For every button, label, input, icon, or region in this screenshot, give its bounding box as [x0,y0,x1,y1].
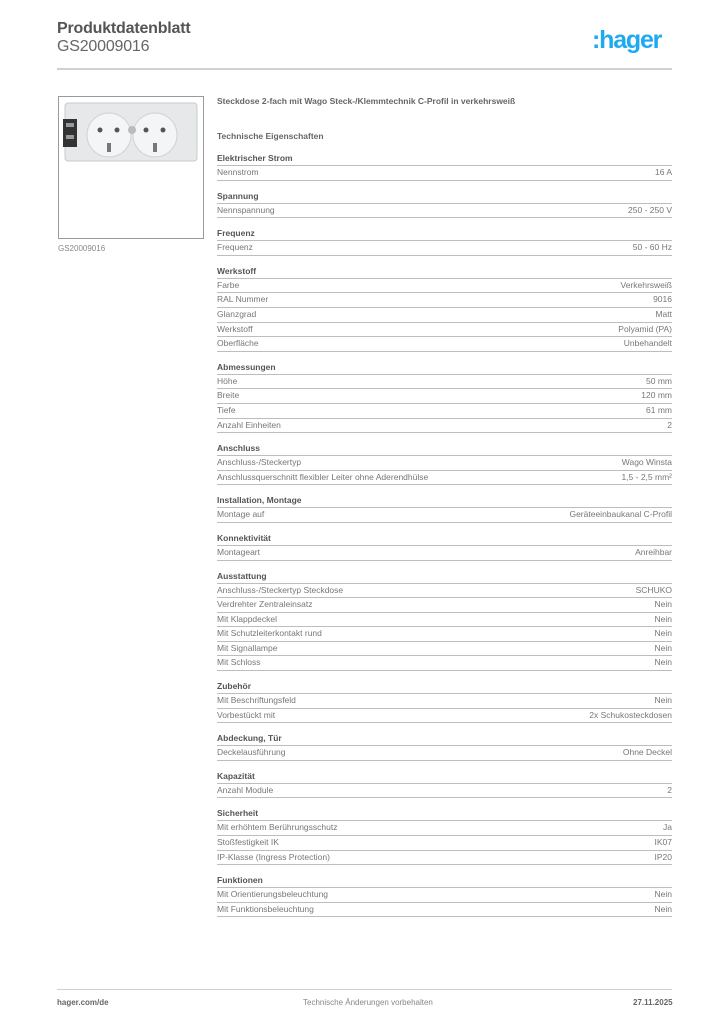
section-title: Kapazität [217,770,672,784]
section-title: Abdeckung, Tür [217,732,672,746]
spec-value: 50 mm [646,375,672,386]
spec-row [217,656,672,671]
spec-row [217,293,672,308]
spec-row [217,888,672,903]
spec-value: IP20 [654,851,672,862]
spec-value: 50 - 60 Hz [632,242,672,253]
section-title: Konnektivität [217,532,672,546]
spec-value: Nein [654,628,672,639]
spec-value: 16 A [654,167,672,177]
socket-outlet-icon [59,97,203,238]
spec-value: SCHUKO [635,584,672,595]
spec-row [217,784,672,799]
spec-value: Nein [654,695,672,706]
spec-row [217,546,672,561]
spec-label: Mit Klappdeckel [217,613,278,624]
spec-section [217,807,672,865]
spec-row [217,903,672,918]
section-title: Ausstattung [217,570,672,584]
spec-value: 2 [667,784,672,795]
spec-row [217,279,672,294]
spec-value: Nein [654,903,672,914]
section-title: Zubehör [217,680,672,694]
spec-label: Mit erhöhtem Berührungsschutz [217,822,338,833]
spec-section [217,361,672,433]
spec-label: IP-Klasse (Ingress Protection) [217,851,330,862]
spec-label: Mit Beschriftungsfeld [217,695,296,706]
spec-value: Wago Winsta [621,457,672,468]
spec-value: Matt [655,308,672,319]
spec-label: Farbe [217,279,240,290]
spec-section [217,680,672,723]
spec-label: Verdrehter Zentraleinsatz [217,599,313,610]
spec-label: Anschluss-/Steckertyp Steckdose [217,584,344,595]
section-title: Elektrischer Strom [217,152,672,166]
spec-row [217,709,672,724]
footer-disclaimer: Technische Änderungen vorbehalten [303,998,433,1007]
spec-row [217,851,672,866]
image-caption: GS20009016 [58,244,106,253]
tech-properties-title: Technische Eigenschaften [217,131,324,141]
spec-row [217,694,672,709]
section-title: Spannung [217,190,672,204]
spec-row [217,613,672,628]
spec-value: 9016 [653,294,672,305]
spec-value: Nein [654,613,672,624]
spec-label: Montage auf [217,509,265,520]
spec-value: Nein [654,599,672,610]
spec-section [217,532,672,561]
spec-row [217,308,672,323]
product-code: GS20009016 [57,38,150,55]
spec-row [217,166,672,181]
spec-label: Oberfläche [217,338,259,349]
footer-date: 27.11.2025 [633,998,673,1007]
spec-value: Nein [654,642,672,653]
spec-label: Anschluss-/Steckertyp [217,457,302,468]
spec-label: Breite [217,390,240,401]
spec-row [217,204,672,219]
spec-section [217,770,672,799]
spec-section [217,874,672,917]
spec-section [217,442,672,485]
spec-label: Deckelausführung [217,747,286,758]
header-divider [57,68,672,70]
spec-value: 250 - 250 V [628,204,672,215]
spec-row [217,642,672,657]
spec-label: Mit Schloss [217,657,261,668]
product-image [58,96,204,239]
footer-website: hager.com/de [57,998,109,1007]
spec-row [217,241,672,256]
spec-row [217,598,672,613]
spec-value: Verkehrsweiß [620,279,672,290]
spec-label: Höhe [217,375,238,386]
spec-label: Nennspannung [217,204,275,215]
spec-label: Mit Signallampe [217,642,278,653]
spec-label: Vorbestückt mit [217,709,276,720]
spec-value: Ohne Deckel [622,747,672,758]
spec-row [217,821,672,836]
spec-section [217,494,672,523]
spec-section [217,732,672,761]
section-title: Frequenz [217,227,672,241]
spec-row [217,746,672,761]
spec-label: RAL Nummer [217,294,269,305]
spec-section [217,265,672,352]
spec-value: Anreihbar [635,546,672,557]
spec-row [217,508,672,523]
spec-row [217,836,672,851]
spec-row [217,389,672,404]
section-title: Werkstoff [217,265,672,279]
spec-sections [217,152,672,926]
spec-row [217,627,672,642]
spec-value: 120 mm [641,390,672,401]
spec-row [217,456,672,471]
spec-row [217,323,672,338]
section-title: Anschluss [217,442,672,456]
spec-value: 2x Schukosteckdosen [589,709,672,720]
spec-value: Nein [654,889,672,900]
section-title: Sicherheit [217,807,672,821]
spec-value: 61 mm [646,404,672,415]
spec-label: Nennstrom [217,167,259,177]
spec-value: Unbehandelt [623,338,672,349]
section-title: Abmessungen [217,361,672,375]
spec-value: 1,5 - 2,5 mm² [621,471,672,482]
spec-label: Montageart [217,546,260,557]
spec-section [217,190,672,219]
spec-label: Anzahl Einheiten [217,419,281,430]
spec-label: Mit Schutzleiterkontakt rund [217,628,322,639]
spec-section [217,227,672,256]
spec-value: Geräteeinbaukanal C-Profil [569,509,672,520]
product-name: Steckdose 2-fach mit Wago Steck-/Klemmtechnik C-Profil in verkehrsweiß [217,96,516,106]
spec-label: Glanzgrad [217,308,257,319]
spec-row [217,584,672,599]
spec-label: Mit Funktionsbeleuchtung [217,903,314,914]
spec-value: IK07 [654,837,672,848]
spec-row [217,404,672,419]
spec-row [217,471,672,486]
spec-label: Frequenz [217,242,253,253]
section-title: Installation, Montage [217,494,672,508]
spec-label: Mit Orientierungsbeleuchtung [217,889,329,900]
spec-section [217,570,672,672]
footer-divider [57,989,672,990]
section-title: Funktionen [217,874,672,888]
spec-label: Tiefe [217,404,236,415]
spec-section [217,152,672,181]
spec-label: Stoßfestigkeit IK [217,837,279,848]
spec-label: Werkstoff [217,323,253,334]
spec-label: Anschlussquerschnitt flexibler Leiter ohne Aderendhülse [217,471,429,482]
spec-label: Anzahl Module [217,784,274,795]
spec-value: 2 [667,419,672,430]
spec-value: Ja [663,822,672,833]
spec-row [217,337,672,352]
document-title: Produktdatenblatt [57,20,191,37]
spec-row [217,375,672,390]
hager-logo: :hager [592,26,662,54]
spec-value: Polyamid (PA) [618,323,672,334]
spec-row [217,419,672,434]
spec-value: Nein [654,657,672,668]
